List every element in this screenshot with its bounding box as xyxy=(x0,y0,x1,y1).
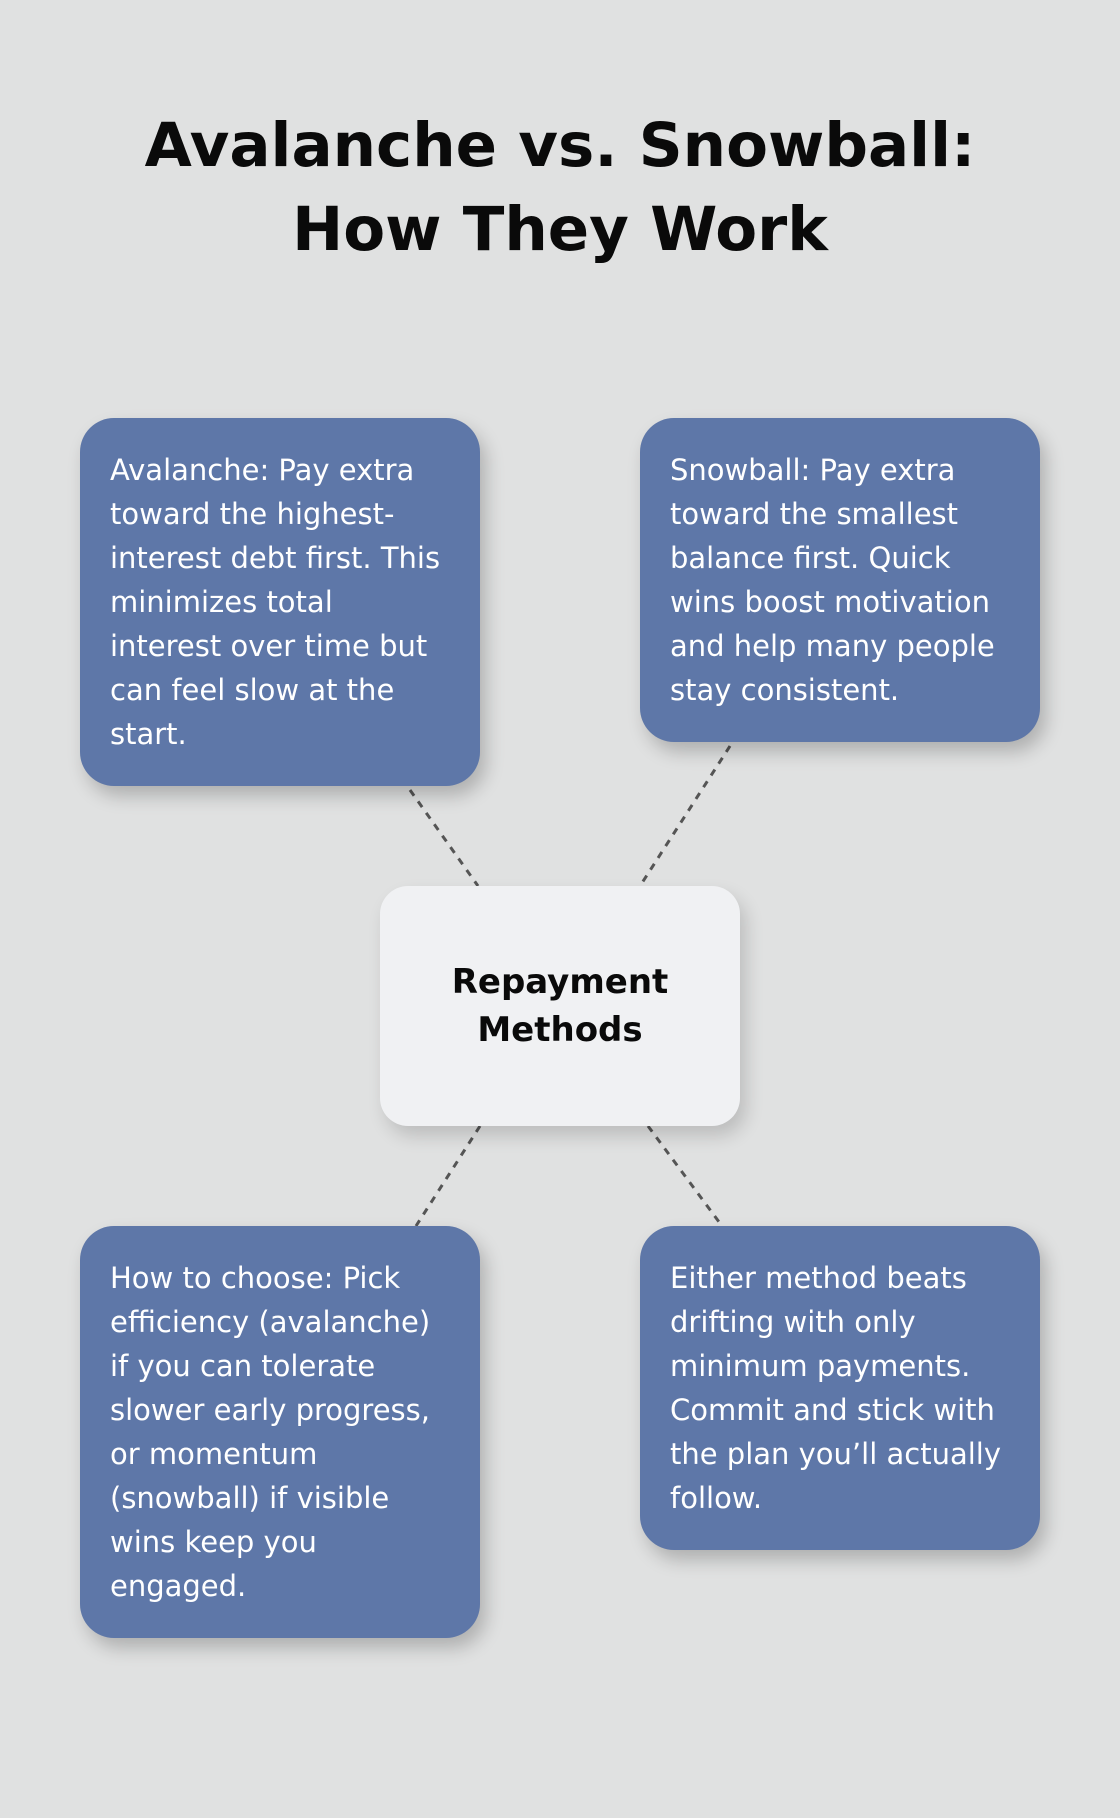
how-to-choose-card-text: How to choose: Pick efficiency (avalanche) if you can tolerate slower early progress, or momentum (snowball) if visible wins keep you engaged. xyxy=(110,1261,431,1603)
either-method-card xyxy=(640,1226,1040,1550)
snowball-card xyxy=(640,418,1040,742)
connector-either-method xyxy=(648,1126,722,1226)
snowball-card-text: Snowball: Pay extra toward the smallest balance first. Quick wins boost motivation and help many people stay consistent. xyxy=(670,453,995,707)
connector-snowball xyxy=(640,746,730,886)
how-to-choose-card xyxy=(80,1226,480,1638)
either-method-card-text: Either method beats drifting with only minimum payments. Commit and stick with the plan you’ll actually follow. xyxy=(670,1261,1001,1515)
center-node-label: Repayment Methods xyxy=(451,962,669,1050)
avalanche-card-text: Avalanche: Pay extra toward the highest-interest debt first. This minimizes total interest over time but can feel slow at the start. xyxy=(110,453,441,751)
repayment-methods-node xyxy=(380,886,740,1126)
diagram-title: Avalanche vs. Snowball: How They Work xyxy=(144,110,976,265)
connector-avalanche xyxy=(410,790,478,886)
connector-how-to-choose xyxy=(416,1126,480,1226)
avalanche-card xyxy=(80,418,480,786)
